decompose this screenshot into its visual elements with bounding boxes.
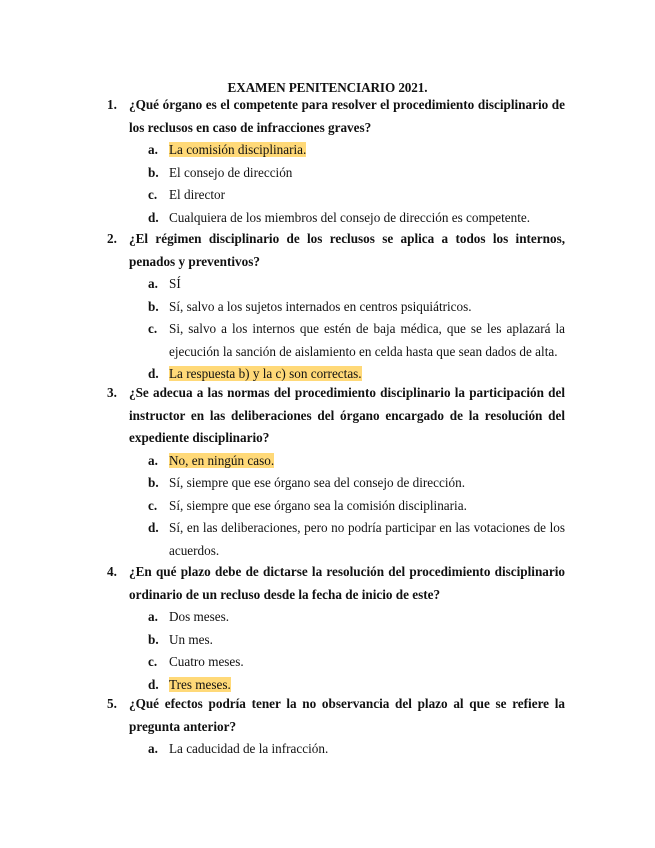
option-text: El director	[169, 187, 226, 202]
option-b	[129, 472, 565, 495]
option-letter: a.	[148, 609, 158, 624]
question-1	[107, 94, 565, 229]
option-text: Si, salvo a los internos que estén de baja médica, que se les aplazará la ejecución la sanción de aislamiento en celda hasta que sean dados de alta.	[169, 321, 565, 359]
highlighted-answer: La comisión disciplinaria.	[169, 142, 307, 157]
option-letter: c.	[148, 321, 158, 336]
option-text: SÍ	[169, 276, 181, 291]
question-4	[107, 561, 565, 696]
option-letter: d.	[148, 366, 159, 381]
option-a	[129, 273, 565, 296]
option-letter: b.	[148, 631, 159, 647]
option-letter: a.	[148, 741, 158, 756]
option-letter: c.	[148, 654, 158, 669]
option-text: La caducidad de la infracción.	[169, 741, 329, 756]
option-b	[129, 629, 565, 652]
option-letter: c.	[148, 497, 158, 513]
option-list	[129, 738, 565, 761]
question-number: 2.	[107, 231, 117, 246]
question-3	[107, 382, 565, 562]
option-letter: d.	[148, 676, 159, 692]
option-letter: d.	[148, 520, 159, 535]
option-letter: d.	[148, 209, 159, 225]
option-a	[129, 606, 565, 629]
option-b	[129, 296, 565, 319]
option-d	[129, 517, 565, 562]
option-letter: a.	[148, 452, 158, 468]
option-list	[129, 273, 565, 386]
page-title: EXAMEN PENITENCIARIO 2021.	[227, 80, 428, 95]
option-text: El consejo de dirección	[169, 164, 293, 180]
option-c	[129, 184, 565, 207]
question-text: ¿Qué efectos podría tener la no observancia del plazo al que se refiere la pregunta anterior?	[129, 696, 565, 734]
question-text: ¿Qué órgano es el competente para resolver el procedimiento disciplinario de los reclusos en caso de infracciones graves?	[129, 97, 565, 135]
option-list	[129, 450, 565, 563]
option-d	[129, 207, 565, 230]
option-b	[129, 162, 565, 185]
option-list	[129, 139, 565, 229]
option-c	[129, 651, 565, 674]
option-c	[129, 495, 565, 518]
option-letter: a.	[148, 276, 158, 291]
option-letter: c.	[148, 187, 158, 202]
option-a	[129, 139, 565, 162]
question-5	[107, 693, 565, 761]
highlighted-answer: Tres meses.	[169, 676, 231, 692]
option-letter: b.	[148, 298, 159, 314]
option-text: Dos meses.	[169, 609, 230, 624]
option-text: Sí, siempre que ese órgano sea la comisión disciplinaria.	[169, 497, 467, 513]
highlighted-answer: No, en ningún caso.	[169, 452, 275, 468]
option-text: Sí, en las deliberaciones, pero no podría participar en las votaciones de los acuerdos.	[169, 520, 565, 558]
option-list	[129, 606, 565, 696]
question-number: 1.	[107, 97, 117, 112]
option-text: Cuatro meses.	[169, 654, 244, 669]
question-number: 4.	[107, 564, 117, 579]
question-text: ¿En qué plazo debe de dictarse la resolución del procedimiento disciplinario ordinario de un recluso desde la fecha de inicio de este?	[129, 564, 565, 602]
question-number: 5.	[107, 696, 117, 711]
question-number: 3.	[107, 385, 117, 400]
question-text: ¿El régimen disciplinario de los reclusos se aplica a todos los internos, penados y preventivos?	[129, 231, 565, 269]
option-letter: b.	[148, 475, 159, 490]
option-letter: a.	[148, 142, 158, 157]
option-letter: b.	[148, 164, 159, 180]
highlighted-answer: La respuesta b) y la c) son correctas.	[169, 366, 362, 381]
option-c	[129, 318, 565, 363]
option-text: Cualquiera de los miembros del consejo de dirección es competente.	[169, 209, 531, 225]
question-2	[107, 228, 565, 386]
option-a	[129, 738, 565, 761]
option-a	[129, 450, 565, 473]
option-text: Sí, salvo a los sujetos internados en centros psiquiátricos.	[169, 298, 472, 314]
question-text: ¿Se adecua a las normas del procedimiento disciplinario la participación del instructor en las deliberaciones del órgano encargado de la resolución del expediente disciplinario?	[129, 385, 565, 445]
option-text: Un mes.	[169, 631, 213, 647]
option-text: Sí, siempre que ese órgano sea del consejo de dirección.	[169, 475, 466, 490]
